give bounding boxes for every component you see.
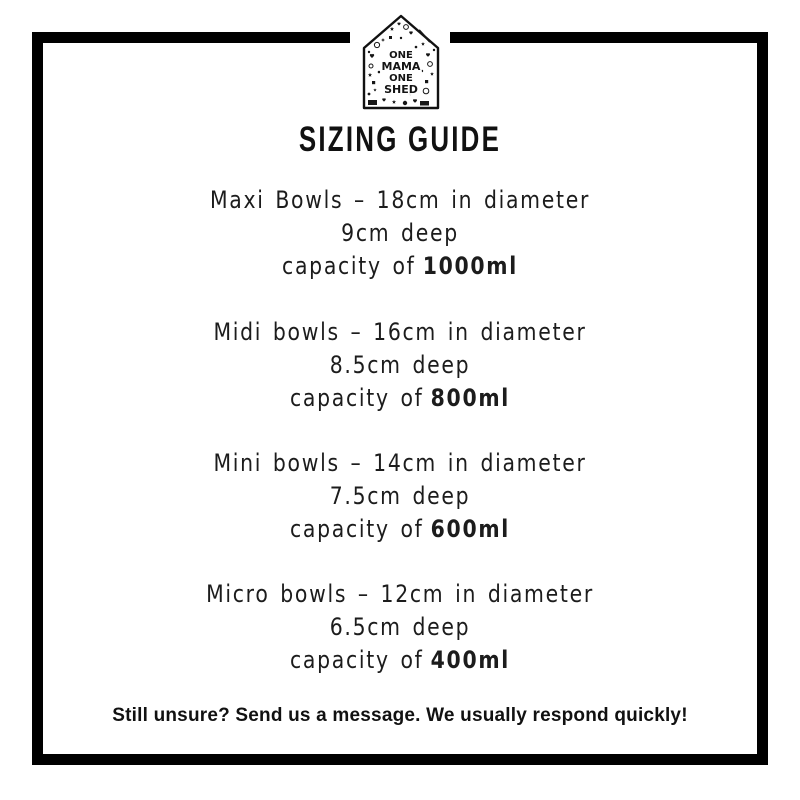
size-capacity bbox=[60, 250, 740, 283]
capacity-value: 1000ml bbox=[422, 252, 518, 280]
size-heading: Mini bowls – 14cm in diameter bbox=[213, 449, 587, 477]
logo-line-3: ONE bbox=[389, 73, 413, 84]
size-capacity bbox=[60, 382, 740, 415]
capacity-prefix: capacity of bbox=[289, 646, 424, 674]
capacity-prefix: capacity of bbox=[289, 515, 424, 543]
size-depth: 8.5cm deep bbox=[329, 351, 471, 379]
size-heading: Maxi Bowls – 18cm in diameter bbox=[209, 186, 591, 214]
size-section-micro bbox=[60, 578, 740, 677]
footer-message: Still unsure? Send us a message. We usually respond quickly! bbox=[112, 705, 688, 726]
size-section-maxi bbox=[60, 184, 740, 283]
logo-line-4: SHED bbox=[384, 83, 418, 96]
capacity-prefix: capacity of bbox=[282, 252, 416, 280]
size-depth: 9cm deep bbox=[341, 219, 459, 247]
logo-line-1: ONE bbox=[389, 50, 413, 61]
logo-line-2: MAMA bbox=[381, 60, 421, 73]
page-title: SIZING GUIDE bbox=[298, 120, 502, 159]
size-capacity bbox=[60, 513, 740, 546]
logo-house-icon bbox=[361, 13, 441, 111]
size-depth: 6.5cm deep bbox=[329, 613, 471, 641]
size-capacity bbox=[60, 644, 740, 677]
capacity-value: 400ml bbox=[430, 646, 510, 674]
size-section-mini bbox=[60, 447, 740, 546]
capacity-value: 600ml bbox=[430, 515, 510, 543]
capacity-prefix: capacity of bbox=[289, 384, 424, 412]
size-section-midi bbox=[60, 316, 740, 415]
capacity-value: 800ml bbox=[430, 384, 510, 412]
size-depth: 7.5cm deep bbox=[329, 482, 471, 510]
size-heading: Micro bowls – 12cm in diameter bbox=[206, 580, 594, 608]
size-heading: Midi bowls – 16cm in diameter bbox=[213, 318, 587, 346]
